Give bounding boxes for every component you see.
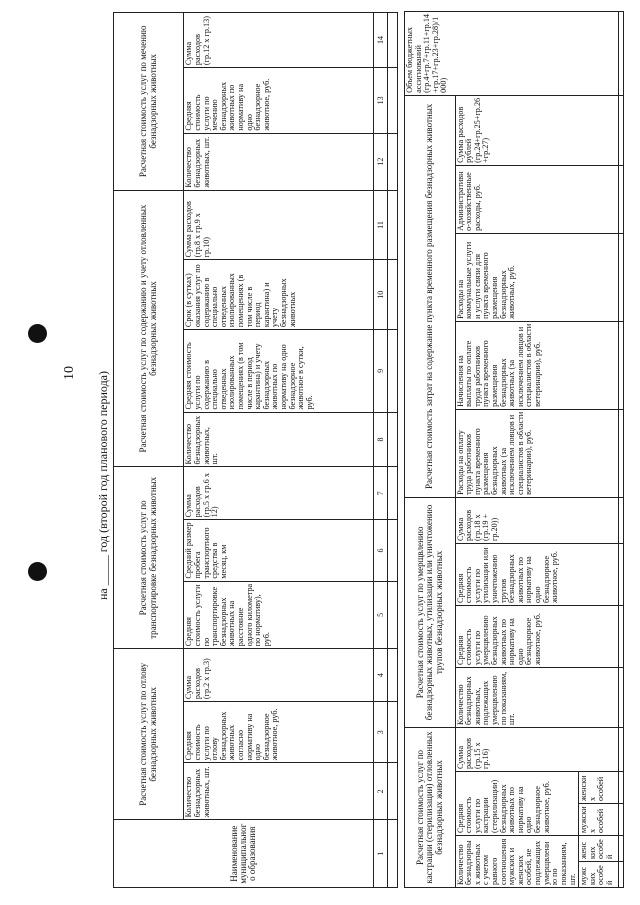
header-col-18: Количество безнадзорных животных, подлежащих умерщвлению по показаниям, шт.	[455, 667, 619, 727]
header-col-15-male: мужских особей	[579, 862, 619, 888]
page-number: 10	[62, 366, 77, 380]
header-col-13: Средняя стоимость услуги по мечению безнадзорных животных по нормативу на одно безнадзорное животное, руб.	[184, 68, 374, 134]
period-caption: на _____ год (второй год планового периода)	[96, 370, 110, 600]
header-col-16-male: мужских особей	[579, 804, 619, 836]
expense-table-part-1	[113, 12, 398, 888]
col-num: 5	[374, 581, 388, 649]
header-group-keep: Расчетная стоимость услуг по содержанию и учету отловленных безнадзорных животных	[114, 190, 184, 467]
col-num: 6	[374, 520, 388, 581]
header-col-27: Объем бюджетных ассигнований (гр.4+гр.7+гр.11+гр.14+гр.17+гр.23+гр.28)/1000)	[405, 11, 619, 95]
col-num: 13	[374, 68, 388, 134]
header-group-temp-facility: Расчетная стоимость затрат на содержание пункта временного размещения безнадзорных животных	[405, 95, 456, 497]
header-col-22: Расходы на оплату труда работников пункта временного размещения безнадзорных животных (за исключением ловцов и специалистов в области ветеринарии), руб.	[455, 409, 619, 497]
col-num: 4	[374, 649, 388, 702]
header-col-15: Количество безнадзорных животных с учетом равного соотношения мужских и женских особей, не подлежащих умерщвлению по показаниям, шт.	[455, 836, 579, 888]
col-num: 2	[374, 763, 388, 820]
header-col-20: Средняя стоимость услуги по утилизации или уничтожению трупов безнадзорных животных по нормативу на одно безнадзорное животное, руб.	[455, 543, 619, 605]
col-num: 7	[374, 467, 388, 520]
header-col-14: Сумма расходов (гр.12 х гр.13)	[184, 13, 374, 68]
header-col-5: Средняя стоимость услуги по транспортировке безнадзорных животных на расстояние одного километра по нормативу), руб.	[184, 581, 374, 649]
punch-hole-bottom	[28, 562, 47, 581]
header-col-4: Сумма расходов (гр.2 х гр.3)	[184, 649, 374, 702]
header-group-transport: Расчетная стоимость услуг по транспортировке безнадзорных животных	[114, 467, 184, 649]
header-col-10: Срок (в сутках) оказания услуг по содержанию в специально отведенных изолированных помещениях (в том числе в период карантина) и учету безнадзорных животных	[184, 260, 374, 330]
header-group-castration: Расчетная стоимость услуг по кастрации (стерилизации) отловленных безнадзорных животных	[405, 727, 456, 887]
expense-table-part-2	[404, 12, 624, 888]
header-col-17: Сумма расходов (гр.15 х гр.16)	[455, 727, 619, 771]
header-col-11: Сумма расходов (гр.8 х гр.9 х гр.10)	[184, 190, 374, 260]
header-col-19: Средняя стоимость услуги по умерщвлению безнадзорных животных по нормативу на одно безнадзорное животное, руб.	[455, 605, 619, 667]
col-num: 11	[374, 190, 388, 260]
header-col-23: Начисления на выплаты по оплате труда работников пункта временного размещения безнадзорных животных (за исключением ловцов и специалистов в области ветеринарии), руб.	[455, 321, 619, 409]
punch-hole-top	[28, 324, 47, 343]
header-col-8: Количество безнадзорных животных, шт.	[184, 412, 374, 467]
header-col-15-female: женских особей	[579, 836, 619, 862]
column-number-row	[374, 13, 388, 888]
col-num: 9	[374, 330, 388, 412]
header-group-treat: Расчетная стоимость услуг по мечению безнадзорных животных	[114, 13, 184, 191]
header-col-16: Средняя стоимость услуги по кастрации (стерилизации) безнадзорных животных по нормативу на одно безнадзорное животное, руб.	[455, 772, 579, 836]
header-col-6: Средний размер пробега транспортного средства в месяц, км	[184, 520, 374, 581]
header-municipality: Наименование муниципального образования	[114, 820, 374, 888]
header-col-16-female: женских особей	[579, 772, 619, 804]
header-col-21: Сумма расходов (гр.18 х (гр.19 + гр.20))	[455, 497, 619, 543]
header-col-7: Сумма расходов (гр.5 х гр.6 х 12)	[184, 467, 374, 520]
header-col-2: Количество безнадзорных животных, шт.	[184, 763, 374, 820]
col-num: 12	[374, 133, 388, 190]
header-group-euthanasia: Расчетная стоимость услуг по умерщвлению безнадзорных животных, утилизации или уничтожению трупов безнадзорных животных	[405, 497, 456, 727]
col-num: 1	[374, 820, 388, 888]
header-col-3: Средняя стоимость услуги по отлову безнадзорных животных согласно нормативу на одно безнадзорное животное, руб.	[184, 702, 374, 763]
header-col-9: Средняя стоимость услуги по содержанию в специально отведенных изолированных помещениях (в том числе в период карантина) и учету безнадзорных животных по нормативу на одно безнадзорное животное в сутки, руб.	[184, 330, 374, 412]
header-col-12: Количество безнадзорных животных, шт.	[184, 133, 374, 190]
blank-data-row	[619, 11, 624, 887]
header-group-catch: Расчетная стоимость услуг по отлову безнадзорных животных	[114, 649, 184, 820]
header-col-26: Сумма расходов рублей (гр.24+гр.25+гр.26+гр.27)	[455, 95, 619, 165]
col-num: 14	[374, 13, 388, 68]
header-col-24: Расходы на коммунальные услуги и услуги связи для пункта временного размещения безнадзорных животных, руб.	[455, 233, 619, 321]
col-num: 8	[374, 412, 388, 467]
blank-data-row	[388, 13, 398, 888]
header-col-25: Административно-хозяйственные расходы, руб.	[455, 165, 619, 233]
col-num: 3	[374, 702, 388, 763]
col-num: 10	[374, 260, 388, 330]
